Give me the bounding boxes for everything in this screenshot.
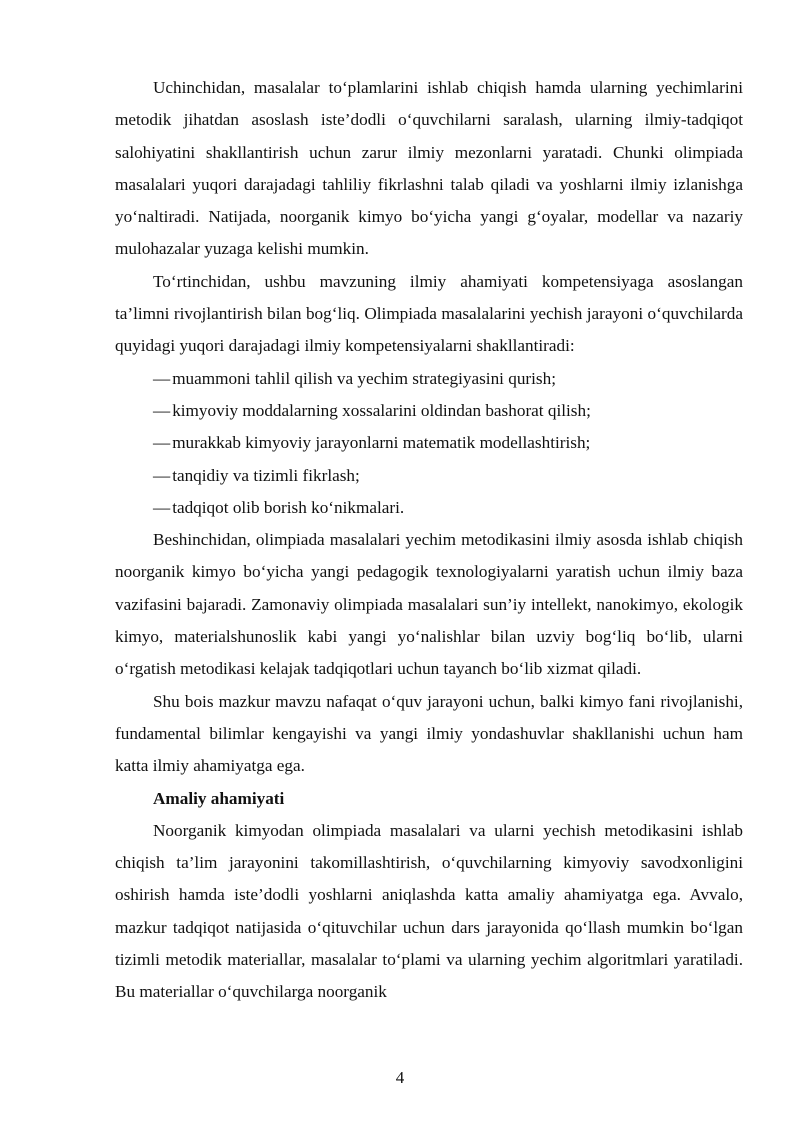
- bullet-dash: —: [153, 433, 171, 453]
- bullet-item: [115, 363, 743, 395]
- bullet-text: muammoni tahlil qilish va yechim strategiyasini qurish;: [172, 368, 556, 388]
- bullet-item: [115, 395, 743, 427]
- document-page: [115, 72, 743, 1009]
- paragraph-fifth-point: Beshinchidan, olimpiada masalalari yechim metodikasini ilmiy asosda ishlab chiqish noorganik kimyo bo‘yicha yangi pedagogik texnologiyalarni yaratish uchun ilmiy baza vazifasini bajaradi. Zamonaviy olimpiada masalalari sun’iy intellekt, nanokimyo, ekologik kimyo, materialshunoslik kabi yangi yo‘nalishlar bilan uzviy bog‘liq bo‘lib, ularni o‘rgatish metodikasi kelajak tadqiqotlari uchun tayanch bo‘lib xizmat qiladi.: [115, 530, 743, 679]
- bullet-dash: —: [153, 497, 171, 517]
- bullet-dash: —: [153, 465, 171, 485]
- bullet-item: [115, 492, 743, 524]
- bullet-dash: —: [153, 400, 171, 420]
- bullet-text: murakkab kimyoviy jarayonlarni matematik modellashtirish;: [172, 433, 591, 453]
- section-heading: Amaliy ahamiyati: [153, 788, 285, 808]
- paragraph-conclusion: Shu bois mazkur mavzu nafaqat o‘quv jarayoni uchun, balki kimyo fani rivojlanishi, fundamental bilimlar kengayishi va yangi ilmiy yondashuvlar shakllanishi uchun ham katta ilmiy ahamiyatga ega.: [115, 691, 743, 776]
- paragraph-third-point: Uchinchidan, masalalar to‘plamlarini ishlab chiqish hamda ularning yechimlarini metodik jihatdan asoslash iste’dodli o‘quvchilarni saralash, ularning ilmiy-tadqiqot salohiyatini shakllantirish uchun zarur ilmiy mezonlarni yaratadi. Chunki olimpiada masalalari yuqori darajadagi tahliliy fikrlashni talab qiladi va yoshlarni ilmiy izlanishga yo‘naltiradi. Natijada, noorganik kimyo bo‘yicha yangi g‘oyalar, modellar va nazariy mulohazalar yuzaga kelishi mumkin.: [115, 78, 743, 259]
- bullet-item: [115, 427, 743, 459]
- page-number: 4: [395, 1068, 405, 1087]
- bullet-dash: —: [153, 368, 171, 388]
- paragraph-practical-significance: Noorganik kimyodan olimpiada masalalari va ularni yechish metodikasini ishlab chiqish ta’lim jarayonini takomillashtirish, o‘quvchilarning kimyoviy savodxonligini oshirish hamda iste’dodli yoshlarni aniqlashda katta amaliy ahamiyatga ega. Avvalo, mazkur tadqiqot natijasida o‘qituvchilar uchun dars jarayonida qo‘llash mumkin bo‘lgan tizimli metodik materiallar, masalalar to‘plami va ularning yechim algoritmlari yaratiladi. Bu materiallar o‘quvchilarga noorganik: [115, 820, 743, 1002]
- bullet-item: [115, 460, 743, 492]
- bullet-text: kimyoviy moddalarning xossalarini oldindan bashorat qilish;: [172, 400, 591, 420]
- bullet-text: tadqiqot olib borish ko‘nikmalari.: [172, 497, 405, 517]
- paragraph-fourth-point: To‘rtinchidan, ushbu mavzuning ilmiy ahamiyati kompetensiyaga asoslangan ta’limni rivojlantirish bilan bog‘liq. Olimpiada masalalarini yechish jarayoni o‘quvchilarda quyidagi yuqori darajadagi ilmiy kompetensiyalarni shakllantiradi:: [115, 271, 743, 356]
- bullet-text: tanqidiy va tizimli fikrlash;: [172, 465, 360, 485]
